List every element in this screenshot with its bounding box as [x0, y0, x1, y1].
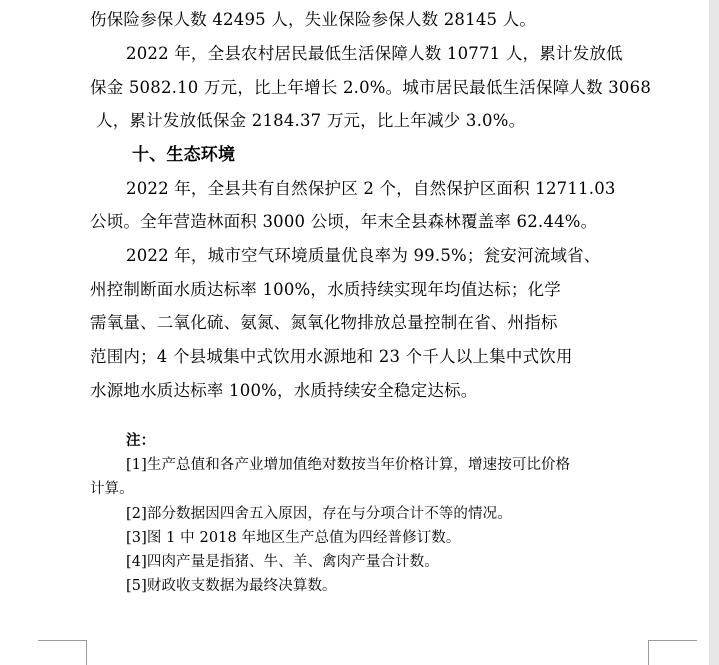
paragraph-line: 伤保险参保人数 42495 人，失业保险参保人数 28145 人。: [90, 10, 537, 29]
note-item: [2]部分数据因四舍五入原因，存在与分项合计不等的情况。: [126, 506, 512, 522]
paragraph-line: 州控制断面水质达标率 100%，水质持续实现年均值达标；化学: [90, 280, 561, 299]
note-item: [4]四肉产量是指猪、牛、羊、禽肉产量合计数。: [126, 554, 439, 570]
paragraph-line: 2022 年，城市空气环境质量优良率为 99.5%；瓮安河流域省、: [126, 246, 601, 265]
paragraph-line: 2022 年，全县农村居民最低生活保障人数 10771 人，累计发放低: [126, 44, 623, 63]
section-heading: 十、生态环境: [132, 145, 236, 165]
crop-mark-left: [38, 640, 87, 665]
notes-title: 注：: [126, 432, 156, 449]
crop-mark-right: [648, 640, 697, 665]
paragraph-line: 人，累计发放低保金 2184.37 万元，比上年减少 3.0%。: [96, 111, 526, 130]
paragraph-line: 范围内；4 个县城集中式饮用水源地和 23 个千人以上集中式饮用: [90, 347, 573, 366]
paragraph-line: 公顷。全年营造林面积 3000 公顷，年末全县森林覆盖率 62.44%。: [90, 212, 598, 231]
note-item: [3]图 1 中 2018 年地区生产总值为四经普修订数。: [126, 530, 461, 546]
paragraph-line: 水源地水质达标率 100%，水质持续安全稳定达标。: [90, 381, 478, 400]
paragraph-line: 需氧量、二氧化硫、氨氮、氮氧化物排放总量控制在省、州指标: [90, 313, 558, 332]
note-item: [5]财政收支数据为最终决算数。: [126, 578, 337, 594]
note-item: 计算。: [90, 481, 134, 497]
note-item: [1]生产总值和各产业增加值绝对数按当年价格计算，增速按可比价格: [126, 457, 571, 473]
paragraph-line: 2022 年，全县共有自然保护区 2 个，自然保护区面积 12711.03: [126, 179, 616, 198]
paragraph-line: 保金 5082.10 万元，比上年增长 2.0%。城市居民最低生活保障人数 3068: [90, 78, 652, 97]
